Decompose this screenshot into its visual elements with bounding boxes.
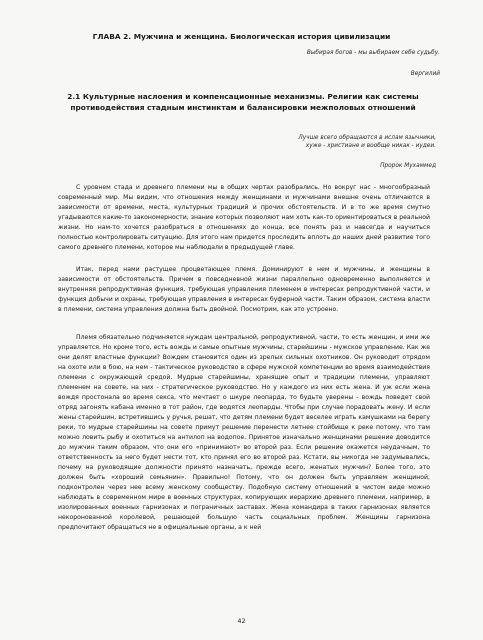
page-number: 42 — [237, 617, 246, 625]
section-title: 2.1 Культурные наслоения и компенсационные механизмы. Религии как системы противодействия стадным инстинктам и балансировки межполовых отношений — [67, 92, 419, 112]
paragraph-1: С уровнем стада и древнего племени мы в общих чертах разобрались. Но вокруг нас - многообразный современный мир. Мы видим, что отношения между женщинами и мужчинами внешне очень отличаются в зависимости от времени, места, культурных традиций и прочих обстоятельств. И в то же время смутно угадываются какие-то закономерности, знание которых позволяют нам хоть как-то ориентироваться в реальной жизни. Но нам-то хочется разобраться в отношениях до конца, все понять раз и навсегда и научиться полностью контролировать ситуацию. Для этого нам придется проследить вплоть до наших дней развитие того самого древнего племени, которое мы наблюдали в предыдущей главе. — [58, 184, 430, 251]
epigraph-author: Вергилий — [410, 71, 440, 77]
epigraph2-line1: Лучше всего обращаются в ислам язычники, — [298, 135, 436, 141]
epigraph-quote: Выбирая богов - мы выбираем себе судьбу. — [306, 50, 440, 56]
paragraph-2: Итак, перед нами растущее процветающее племя. Доминируют в нем и мужчины, и женщины в зависимости от обстоятельств. Причем в повседневной жизни параллельно одновременно выполняется и внутренняя репродуктивная функция, требующая управления племенем в интересах репродуктивной части, и функция добычи и охраны, требующая управления в интересах буферной части. Таким образом, система власти в племени, система управления должна быть двойной. Посмотрим, как это устроено. — [58, 266, 430, 313]
epigraph2-author: Пророк Мухаммед — [380, 163, 436, 169]
paragraph-3: Племя обязательно подчиняется нуждам центральной, репродуктивной, части, то есть женщин, и ими же управляется. Но кроме того, есть вождь и самые опытные мужчины, старейшины - мужское управление. Как же они делят властные функции? Вождем становится один из зрелых сильных охотников. Он руководит отрядом на охоте или в бою, на нем - тактическое руководство в сфере мужской компетенции во время взаимодействия племени с окружающей средой. Мудрые старейшины, хранящие опыт и традиции племени, управляют племенем на совете, на них - стратегическое руководство. Но у каждого из них есть жена. И уж если жена вождя простонала во время секса, что мечтает о шкуре леопарда, то будьте уверены - вождь поведет свой отряд загонять кабана именно в тот район, где водятся леопарды. Чтобы при случае порадовать жену. И если жены старейшин, встретившись у ручья, решат, что детям племени будет веселее играть камушками на берегу реки, то мудрые старейшины на совете примут решение перенести летнее стойбище к реке потому, что там можно ловить рыбу и охотиться на антилоп на водопое. Принятое изначально женщинами решение доводится до мужчин таким образом, что они его «принимают» во второй раз. Если решение окажется неудачным, то ответственность за него будет нести тот, кто принял его во второй раз. Кстати, вы никогда не задумывались, почему на руководящие должности принято назначать, прежде всего, женатых мужчин? Более того, это должен быть «хороший семьянин». Правильно! Потому, что он должен быть управляем женщиной, подконтролен через нее всему женскому сообществу. Подобную систему отношений в чистом виде можно наблюдать в современном мире в военных структурах, копирующих иерархию древнего племени, например, в изолированных военных гарнизонах и пограничных заставах. Жена командира в таких гарнизонах является некоронованной королевой, решающей большую часть социальных проблем. Женщины гарнизона предпочитают обращаться не в официальные органы, а к ней — [58, 334, 430, 531]
chapter-title: ГЛАВА 2. Мужчина и женщина. Биологическая история цивилизации — [92, 32, 391, 41]
epigraph2-line2: хуже - христиане и вообще никак - иудеи. — [305, 143, 436, 149]
